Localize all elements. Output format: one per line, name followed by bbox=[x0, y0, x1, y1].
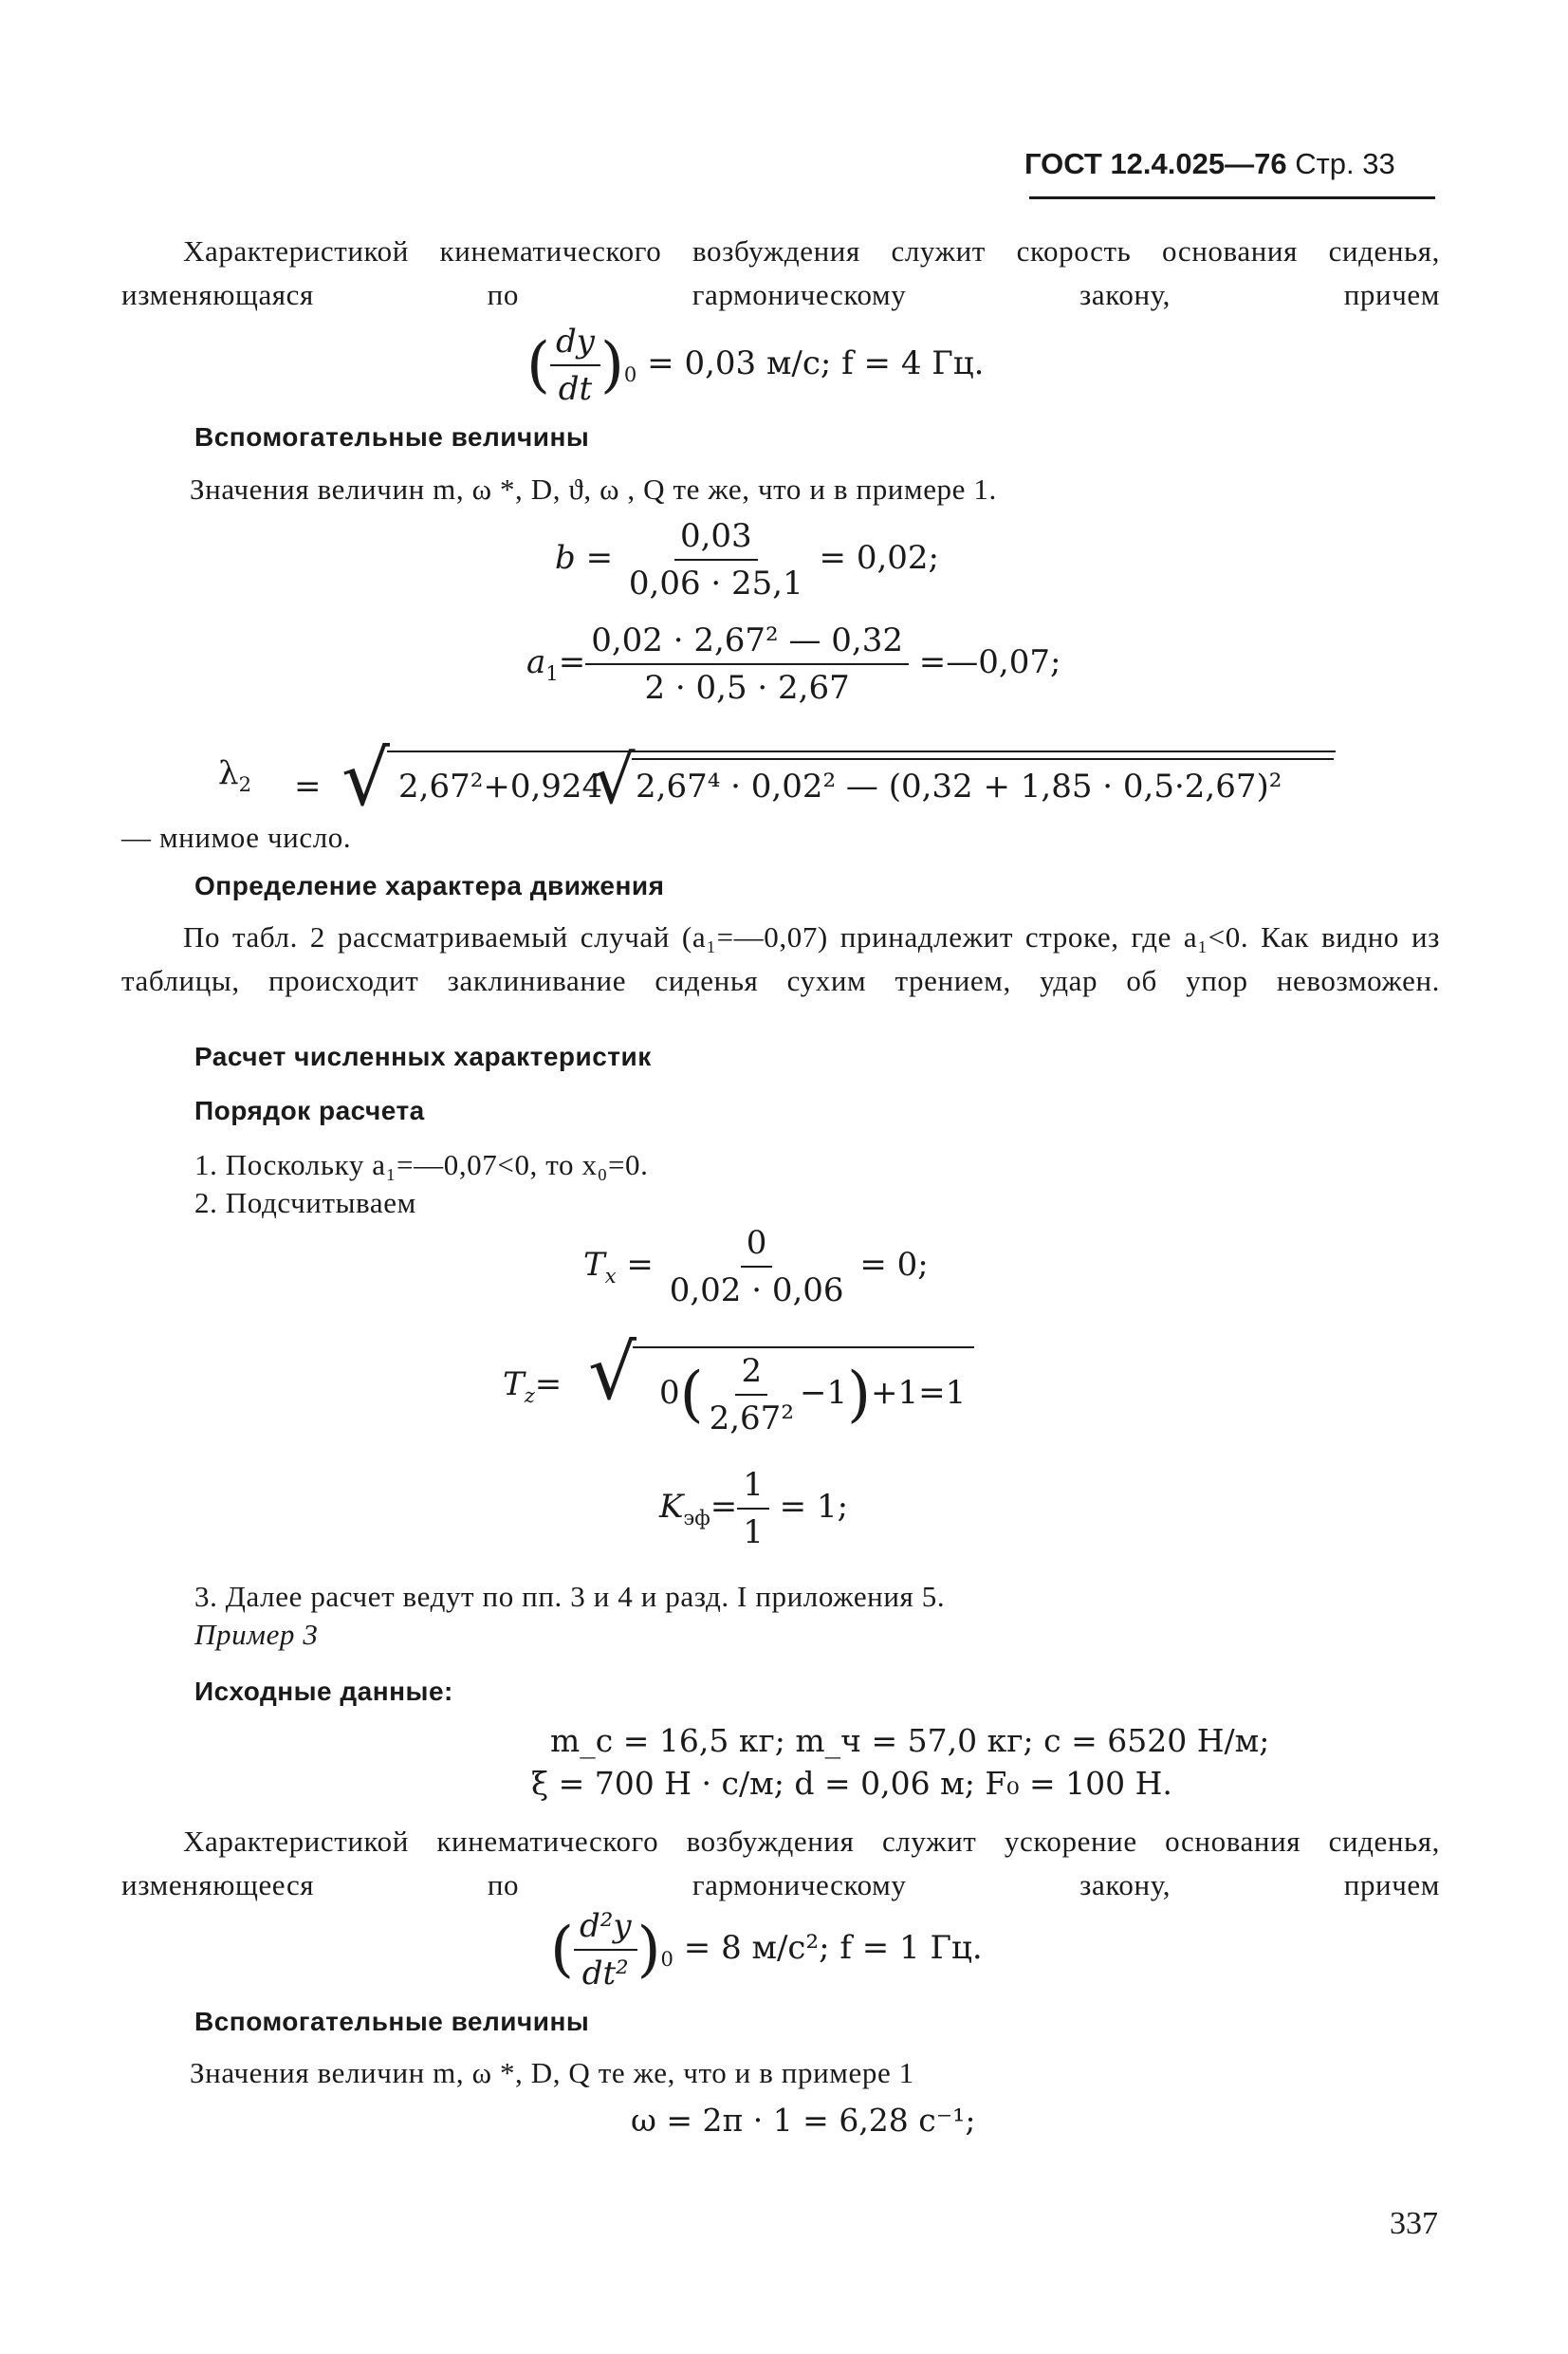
radical-outer-bar bbox=[387, 751, 1336, 752]
heading-auxiliary-values-2: Вспомогательные величины bbox=[194, 2007, 590, 2036]
radical-inner-icon: √ bbox=[593, 741, 636, 819]
example-3-label: Пример 3 bbox=[194, 1618, 319, 1651]
paragraph-imaginary: — мнимое число. bbox=[121, 821, 352, 854]
paragraph-velocity-excitation: Характеристикой кинематического возбуждения служит скорость основания сиденья, изменяющаяся по гармоническому закону, причем bbox=[121, 234, 1440, 311]
paragraph-values-same: Значения величин m, ω *, D, ϑ, ω , Q те же, что и в примере 1. bbox=[190, 473, 997, 506]
heading-input-data: Исходные данные: bbox=[194, 1677, 453, 1706]
formula-b: b = $\frac{0,03}{0,06 \cdot 25,1}$ = 0,02; bbox=[555, 517, 939, 602]
formula-tx: $T_x$ = $\frac{0}{0,02 \cdot 0,06}$ = 0; bbox=[583, 1224, 929, 1309]
step-3: 3. Далее расчет ведут по пп. 3 и 4 и разд. I приложения 5. bbox=[194, 1580, 946, 1613]
heading-auxiliary-values: Вспомогательные величины bbox=[194, 422, 590, 452]
header-rule bbox=[1029, 196, 1435, 199]
formula-omega: ω = 2π · 1 = 6,28 с⁻¹; bbox=[631, 2102, 976, 2139]
paragraph-acceleration-excitation: Характеристикой кинематического возбуждения служит ускорение основания сиденья, изменяющееся по гармоническому закону, причем bbox=[121, 1825, 1440, 1901]
heading-numerical-characteristics: Расчет численных характеристик bbox=[194, 1042, 652, 1071]
gost-code: ГОСТ 12.4.025—76 bbox=[1024, 147, 1287, 180]
input-data-line-2: ξ = 700 Н · с/м; d = 0,06 м; F₀ = 100 Н. bbox=[531, 1765, 1172, 1802]
step-2: 2. Подсчитываем bbox=[194, 1186, 416, 1219]
formula-acceleration-amplitude: ( $\frac{\text{d²y}}{\text{dt²}}$ )$_0 = 8$ м/с²; f = 1 Гц. bbox=[550, 1907, 983, 1993]
radical-tz-icon: √ bbox=[588, 1328, 636, 1417]
page-ref: Стр. 33 bbox=[1295, 147, 1395, 180]
formula-lambda2: $\lambda_2$ = √ 2,67²+0,924 √ 2,67⁴ · 0,02² — (0,32 + 1,85 · 0,5·2,67)² bbox=[218, 754, 1337, 821]
formula-velocity-amplitude: ( $\frac{dy}{dt}$ )$_0 = 0,03$ м/с; f = 4 Гц. bbox=[526, 323, 985, 408]
heading-motion-character: Определение характера движения bbox=[194, 871, 665, 900]
input-data-line-1: m_с = 16,5 кг; m_ч = 57,0 кг; c = 6520 Н/м; bbox=[550, 1722, 1270, 1759]
heading-calc-order: Порядок расчета bbox=[194, 1096, 425, 1125]
formula-tz: $T_z=$ √ 0( $\frac{2}{\text{2,67²}}$ −1)+1=1 bbox=[503, 1333, 996, 1437]
radical-tz-bar bbox=[633, 1346, 974, 1348]
page-number: 337 bbox=[1390, 2206, 1438, 2241]
page-header bbox=[1024, 147, 1395, 181]
formula-a1: $a_1=$ $\frac{\text{0,02 · 2,67² — 0,32}}{2 \cdot 0,5 \cdot 2,67}$ =—0,07; bbox=[526, 621, 1061, 707]
formula-k-eff: $K_{эф}=$ $\frac{1}{1}$ = 1; bbox=[659, 1466, 849, 1551]
paragraph-values-same-2: Значения величин m, ω *, D, Q те же, что и в примере 1 bbox=[190, 2056, 914, 2089]
radical-inner-bar bbox=[632, 758, 1334, 760]
radical-outer-icon: √ bbox=[341, 734, 390, 823]
paragraph-table2-case: По табл. 2 рассматриваемый случай (a₁=—0,07) принадлежит строке, где a₁<0. Как видно из таблицы, происходит заклинивание сиденья сухим трением, удар об упор невозможен. bbox=[121, 920, 1440, 997]
step-1: 1. Поскольку a₁=—0,07<0, то x₀=0. bbox=[194, 1148, 649, 1181]
